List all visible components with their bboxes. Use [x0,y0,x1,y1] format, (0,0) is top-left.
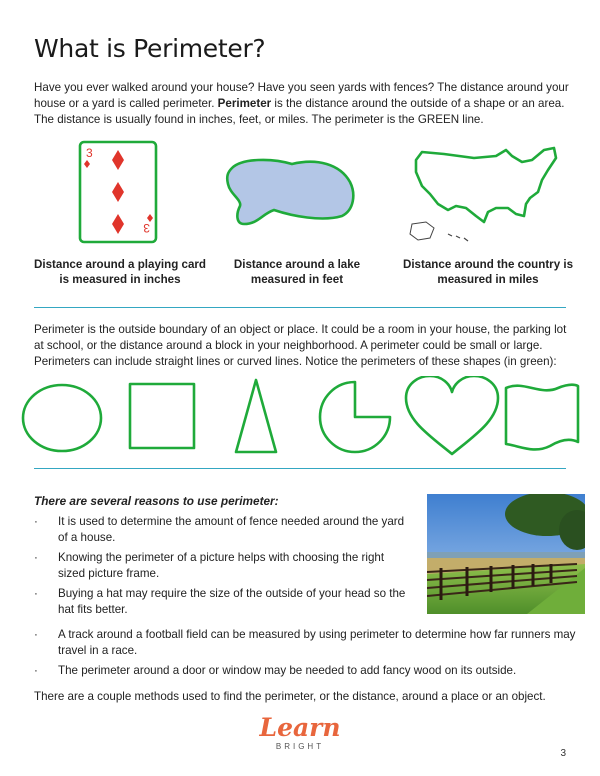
list-item: · The perimeter around a door or window may be needed to add fancy wood on its outside. [34,664,517,677]
shapes-row [20,376,590,460]
list-item: · It is used to determine the amount of fence needed around the yard of a house. [34,515,405,544]
list-item: · Knowing the perimeter of a picture helps with choosing the right sized picture frame. [34,551,385,580]
intro-text-before: Have you ever walked around your house? Have you seen yards with fences? The distance around your house or a yard is called perimeter. [34,81,569,110]
playing-card-illustration [78,140,158,244]
list-item: · A track around a football field can be measured by using perimeter to determine how far runners may travel in a race. [34,628,576,657]
example-caption: Distance around the country is measured in miles [402,258,574,286]
boundary-paragraph: Perimeter is the outside boundary of an object or place. It could be a room in your house, the parking lot at school, or the distance around a block in your neighborhood. A perimeter could be small or large. Perimeters can include straight lines or curved lines. Notice the perimeters of these shapes (in green): [34,323,567,368]
intro-text-after: is the distance around the outside of a shape or an area. The distance is usually found in inches, feet, or miles. The perimeter is the GREEN line. [34,97,565,126]
triangle-shape [236,380,276,452]
bullet: · [34,664,38,677]
intro-paragraph [34,80,574,128]
page-title: What is Perimeter? [34,34,266,63]
square-shape [130,384,194,448]
ellipse-shape [23,385,101,451]
card-rank-bottom: 3 [143,221,150,235]
list-item: · Buying a hat may require the size of the outside of your head so the hat fits better. [34,587,406,616]
bullet: · [34,515,38,528]
page-number: 3 [560,748,566,759]
reasons-heading: There are several reasons to use perimeter: [34,494,279,508]
fence-photo [427,494,585,614]
bullet: · [34,628,38,641]
bullet: · [34,587,38,600]
card-rank-top: 3 [86,146,93,160]
alaska-outline [410,222,434,240]
bullet: · [34,551,38,564]
logo-sub: BRIGHT [275,742,325,751]
learn-bright-logo [240,714,360,752]
usa-map-illustration [404,142,564,246]
example-caption: Distance around a playing card is measured in inches [33,258,207,286]
flag-shape [506,385,578,450]
heart-shape [406,376,498,454]
hawaii-outline [448,234,468,241]
closing-sentence: There are a couple methods used to find the perimeter, or the distance, around a place or an object. [34,690,546,703]
section-divider [34,468,566,469]
logo-word: Learn [259,713,341,742]
section-divider [34,307,566,308]
intro-bold-term: Perimeter [217,97,272,110]
example-caption: Distance around a lake measured in feet [233,258,361,286]
pac-shape [320,382,390,452]
lake-illustration [222,154,360,230]
